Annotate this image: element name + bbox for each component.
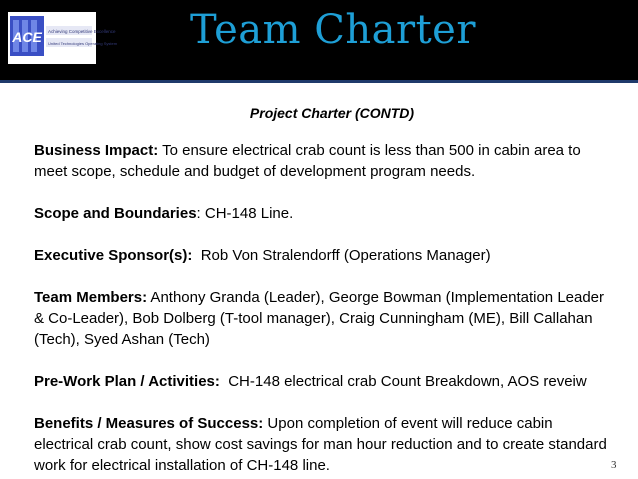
business-impact-text: To ensure electrical crab count is less than 500 in cabin area to meet scope, schedule and budget of development program needs. — [34, 142, 581, 180]
prework-paragraph — [34, 371, 614, 392]
benefits-label: Benefits / Measures of Success: — [34, 415, 264, 432]
business-impact-paragraph — [34, 140, 614, 182]
team-members-label: Team Members: — [34, 289, 148, 306]
team-members-paragraph — [34, 287, 614, 350]
section-subtitle: Project Charter (CONTD) — [249, 105, 415, 121]
scope-paragraph — [34, 203, 614, 224]
ace-logo — [8, 12, 118, 64]
sponsor-label: Executive Sponsor(s): — [34, 247, 193, 264]
business-impact-label: Business Impact: — [34, 142, 159, 159]
prework-label: Pre-Work Plan / Activities: — [34, 373, 220, 390]
prework-text: CH-148 electrical crab Count Breakdown, AOS reveiw — [219, 373, 587, 390]
slide-title: Team Charter — [190, 7, 476, 53]
scope-text: : CH-148 Line. — [196, 205, 294, 222]
sponsor-text: Rob Von Stralendorff (Operations Manager) — [192, 247, 491, 264]
benefits-paragraph — [34, 413, 614, 476]
sponsor-paragraph — [34, 245, 614, 266]
team-members-text: Anthony Granda (Leader), George Bowman (Implementation Leader & Co-Leader), Bob Dolberg (T-tool manager), Craig Cunningham (ME), Bill Callahan (Tech), Syed Ashan (Tech) — [34, 289, 605, 348]
svg-text:United Technologies Operating: United Technologies Operating System — [48, 41, 118, 46]
scope-label: Scope and Boundaries — [34, 205, 197, 222]
benefits-text: Upon completion of event will reduce cabin electrical crab count, show cost savings for man hour reduction and to create standard work for electrical installation of CH-148 line. — [34, 415, 607, 474]
slide-content — [34, 103, 614, 476]
page-number: 3 — [611, 459, 617, 471]
svg-text:Achieving Competitive Excellen: Achieving Competitive Excellence — [48, 29, 116, 34]
svg-text:ACE: ACE — [12, 29, 42, 45]
slide-header — [0, 0, 638, 83]
